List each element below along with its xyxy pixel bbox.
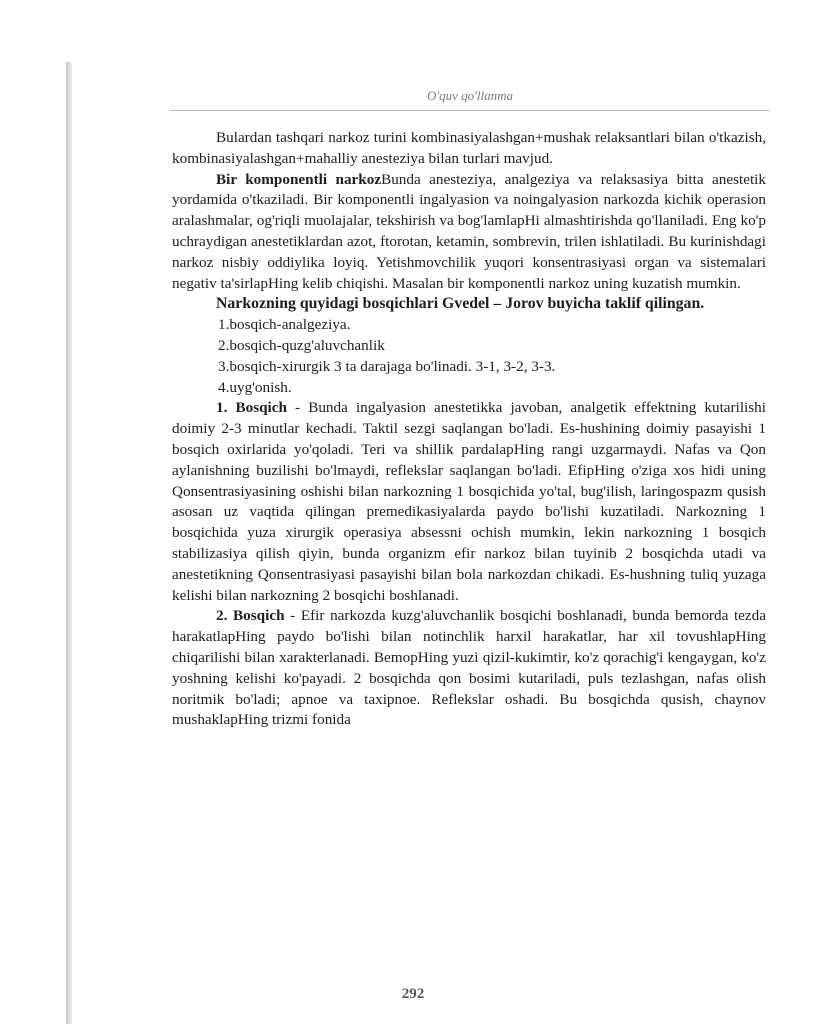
list-item: 3.bosqich-xirurgik 3 ta darajaga bo'linadi. 3-1, 3-2, 3-3.: [218, 357, 556, 375]
paragraph-lead-term: Bir komponentli narkoz: [216, 170, 382, 188]
paragraph-text: - Efir narkozda kuzg'aluvchanlik bosqichi boshlanadi, bunda bemorda tezda harakatlapHing paydo bo'lishi bilan notinchlik harxil harakatlar, har xil tovushlapHing chiqarilishi bilan xarakterlanadi. BemopHing yuzi qizil-kukimtir, ko'z qorachig'i kengaygan, ko'z yoshning kelishi ko'payadi. 2 bosqichda qon bosimi kutariladi, puls tezlashgan, nafas olish noritmik bo'ladi; apnoe va taxipnoe. Reflekslar oshadi. Bu bosqichda qusish, chaynov mushaklapHing trizmi fonida: [172, 607, 766, 729]
list-item: 1.bosqich-analgeziya.: [218, 316, 351, 334]
header-divider: [170, 110, 770, 111]
page-number: 292: [401, 986, 425, 1002]
book-spine-shadow: [66, 62, 72, 1024]
paragraph-stage-1: [172, 398, 766, 606]
paragraph-lead-term: 1. Bosqich: [216, 399, 287, 417]
paragraph-text: Bunda anesteziya, analgeziya va relaksasiya bitta anestetik yordamida o'tkaziladi. Bir komponentli ingalyasion va noingalyasion narkozda kichik operasion aralashmalar, og'riqli muolajalar, tekshirish va bog'lamlapHi almashtirishda qo'llaniladi. Eng ko'p uchraydigan anestetiklardan azot, ftorotan, ketamin, sombrevin, trilen ishlatiladi. Bu kurinishdagi narkoz nisbiy oddiylika loyiq. Yetishmovchilik yuqori konsentrasiyasi organ va sistemalari negativ ta'sirlapHing kelib chiqishi. Masalan bir komponentli narkoz uning kuzatish mumkin.: [172, 170, 766, 292]
paragraph-stage-2: [172, 606, 766, 731]
page-body: [172, 128, 766, 731]
running-header: O'quv qo'llanma: [426, 88, 514, 103]
paragraph-single-component: [172, 170, 766, 295]
section-heading: Narkozning quyidagi bosqichlari Gvedel – Jorov buyicha taklif qilingan.: [216, 295, 705, 313]
list-item: 2.bosqich-quzg'aluvchanlik: [218, 336, 385, 354]
paragraph-text: - Bunda ingalyasion anestetikka javoban, analgetik effektning kutarilishi doimiy 2-3 minutlar kechadi. Taktil sezgi saqlangan bo'ladi. Es-hushining doimiy pasayishi 1 bosqich oxirlarida yo'qoladi. Teri va shillik pardalapHing rangi uzgarmaydi. Nafas va Qon aylanishning buzilishi bo'lmaydi, reflekslar saqlangan bo'ladi. EfipHing o'ziga xos hidi uning Qonsentrasiyasining oshishi bilan narkozning 1 bosqichida yo'tal, bug'ilish, laringospazm qusish asosan uz vaqtida qilingan premedikasiyalarda paydo bo'lishi kuzatiladi. Narkozning 1 bosqichida yuza xirurgik operasiya absessni ochish mumkin, lekin narkozning 1 bosqich stabilizasiya qilish qiyin, bunda organizm efir narkoz bilan tuyinib 2 bosqichda utadi va anestetikning Qonsentrasiyasi pasayishi bilan bola narkozdan chikadi. Es-hushning tuliq yuzaga kelishi bilan narkozning 2 bosqichi boshlanadi.: [172, 399, 766, 604]
paragraph-intro: Bulardan tashqari narkoz turini kombinasiyalashgan+mushak relaksantlari bilan o'tkazish, kombinasiyalashgan+mahalliy anesteziya bilan turlari mavjud.: [172, 129, 766, 167]
paragraph-lead-term: 2. Bosqich: [216, 607, 285, 625]
list-item: 4.uyg'onish.: [218, 378, 292, 396]
